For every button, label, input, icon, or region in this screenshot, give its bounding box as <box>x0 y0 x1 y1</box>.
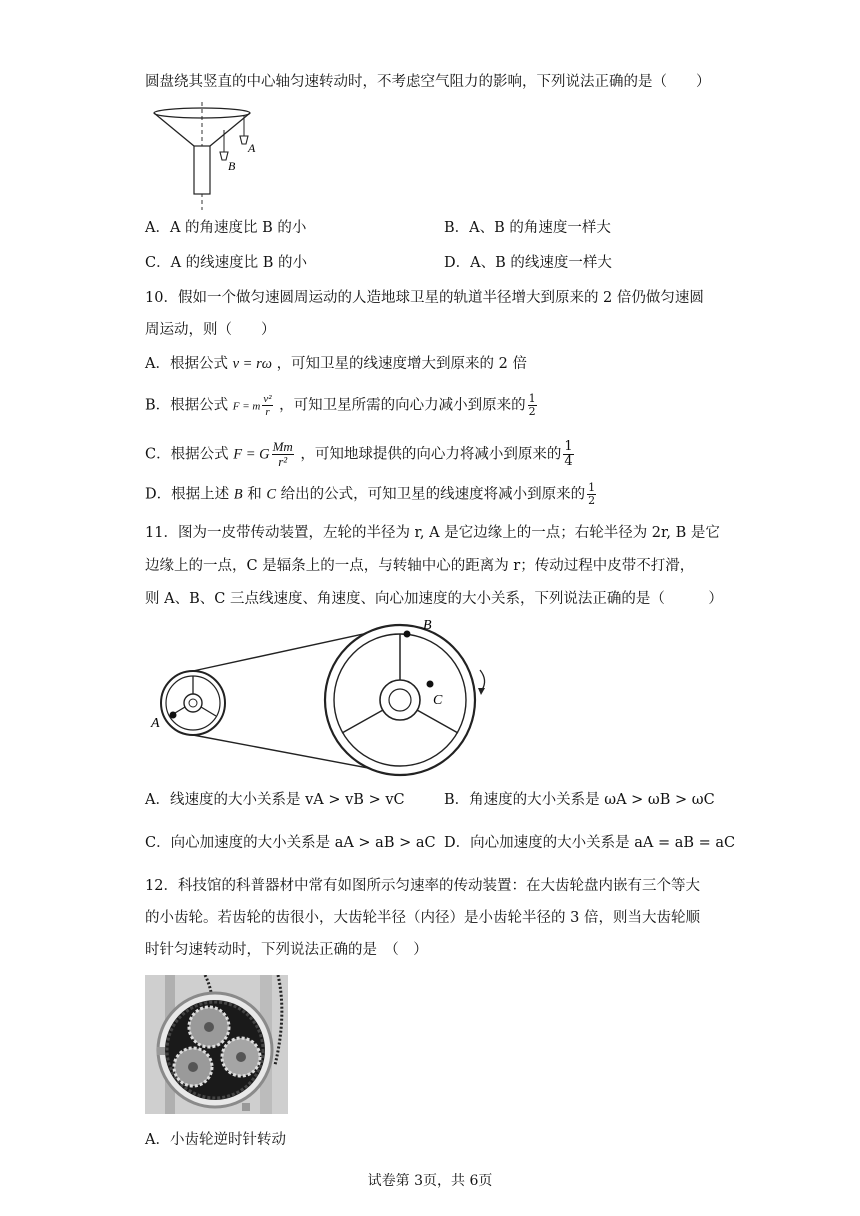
q10-c-frac-num: 1 <box>564 439 573 454</box>
q11-stem-line3: 则 A、B、C 三点线速度、角速度、向心加速度的大小关系，下列说法正确的是（ ） <box>145 591 723 607</box>
q9-option-b[interactable]: B．A、B 的角速度一样大 <box>444 220 611 236</box>
q10-a-suffix: ，可知卫星的线速度增大到原来的 2 倍 <box>276 356 528 372</box>
q10-d-frac-den: 2 <box>588 494 596 507</box>
page-footer: 试卷第 3页，共 6页 <box>367 1173 493 1189</box>
label-c: C <box>433 693 443 708</box>
q10-c-suffix: ，可知地球提供的向心力将减小到原来的 <box>300 446 562 463</box>
q10-b-formula-den: r <box>265 406 270 418</box>
q10-d-prefix: D．根据上述 <box>145 486 230 503</box>
label-a: A <box>151 716 160 731</box>
q10-b-frac-num: 1 <box>528 392 536 405</box>
q10-option-d[interactable] <box>145 482 598 507</box>
q10-stem-line1: 10．假如一个做匀速圆周运动的人造地球卫星的轨道半径增大到原来的 2 倍仍做匀速圆 <box>145 290 704 306</box>
q10-option-a[interactable] <box>145 354 527 374</box>
q10-d-c: C <box>266 486 276 503</box>
q11-option-c[interactable]: C．向心加速度的大小关系是 aA > aB > aC <box>145 835 436 851</box>
q10-c-formula-num: Mm <box>272 439 293 454</box>
q9-option-a[interactable]: A．A 的角速度比 B 的小 <box>145 220 307 236</box>
q10-option-c[interactable] <box>145 440 576 469</box>
q10-stem-line2: 周运动，则（ ） <box>145 322 276 338</box>
label-b: B <box>423 618 432 633</box>
gear-illustration <box>145 975 288 1114</box>
q11-option-d[interactable]: D．向心加速度的大小关系是 aA = aB = aC <box>444 835 736 851</box>
figure-label-b: B <box>228 159 236 173</box>
q12-option-a[interactable]: A．小齿轮逆时针转动 <box>145 1132 286 1148</box>
q10-b-prefix: B．根据公式 <box>145 397 229 414</box>
q9-stem: 圆盘绕其竖直的中心轴匀速转动时，不考虑空气阻力的影响，下列说法正确的是（ ） <box>145 74 711 90</box>
q10-b-suffix: ，可知卫星所需的向心力减小到原来的 <box>279 397 526 414</box>
q10-a-formula: v = rω <box>232 356 272 372</box>
q12-stem-line1: 12．科技馆的科普器材中常有如图所示匀速率的传动装置：在大齿轮盘内嵌有三个等大 <box>145 878 700 894</box>
q10-c-formula: F = G <box>233 446 270 463</box>
gear-photo <box>145 975 288 1114</box>
figure-label-a: A <box>248 141 256 155</box>
q10-b-formula-num: v² <box>263 393 272 405</box>
q10-b-formula: F = m <box>232 400 261 413</box>
q10-d-suffix: 给出的公式，可知卫星的线速度将减小到原来的 <box>280 486 586 503</box>
q12-stem-line2: 的小齿轮。若齿轮的齿很小，大齿轮半径（内径）是小齿轮半径的 3 倍，则当大齿轮顺 <box>145 910 700 926</box>
q11-stem-line1: 11．图为一皮带传动装置，左轮的半径为 r, A 是它边缘上的一点；右轮半径为 2r, B 是它 <box>145 525 720 541</box>
q9-option-d[interactable]: D．A、B 的线速度一样大 <box>444 255 612 271</box>
funnel-disc-figure <box>148 100 268 212</box>
q10-c-formula-den: r² <box>278 454 288 469</box>
q10-c-prefix: C．根据公式 <box>145 446 229 463</box>
q9-option-c[interactable]: C．A 的线速度比 B 的小 <box>145 255 308 271</box>
q10-a-prefix: A．根据公式 <box>145 356 228 372</box>
q10-d-frac-num: 1 <box>588 481 596 494</box>
q10-b-frac-den: 2 <box>528 405 536 418</box>
belt-drive-figure <box>145 612 505 780</box>
q10-d-mid: 和 <box>247 486 262 503</box>
q10-c-frac-den: 4 <box>564 454 573 469</box>
q12-stem-line3: 时针匀速转动时，下列说法正确的是 （ ） <box>145 942 428 958</box>
q10-option-b[interactable] <box>145 393 539 418</box>
q10-d-b: B <box>233 486 243 503</box>
q11-option-a[interactable]: A．线速度的大小关系是 vA > vB > vC <box>145 792 405 808</box>
q11-stem-line2: 边缘上的一点，C 是辐条上的一点，与转轴中心的距离为 r；传动过程中皮带不打滑， <box>145 558 695 574</box>
q11-option-b[interactable]: B．角速度的大小关系是 ωA > ωB > ωC <box>444 792 715 808</box>
